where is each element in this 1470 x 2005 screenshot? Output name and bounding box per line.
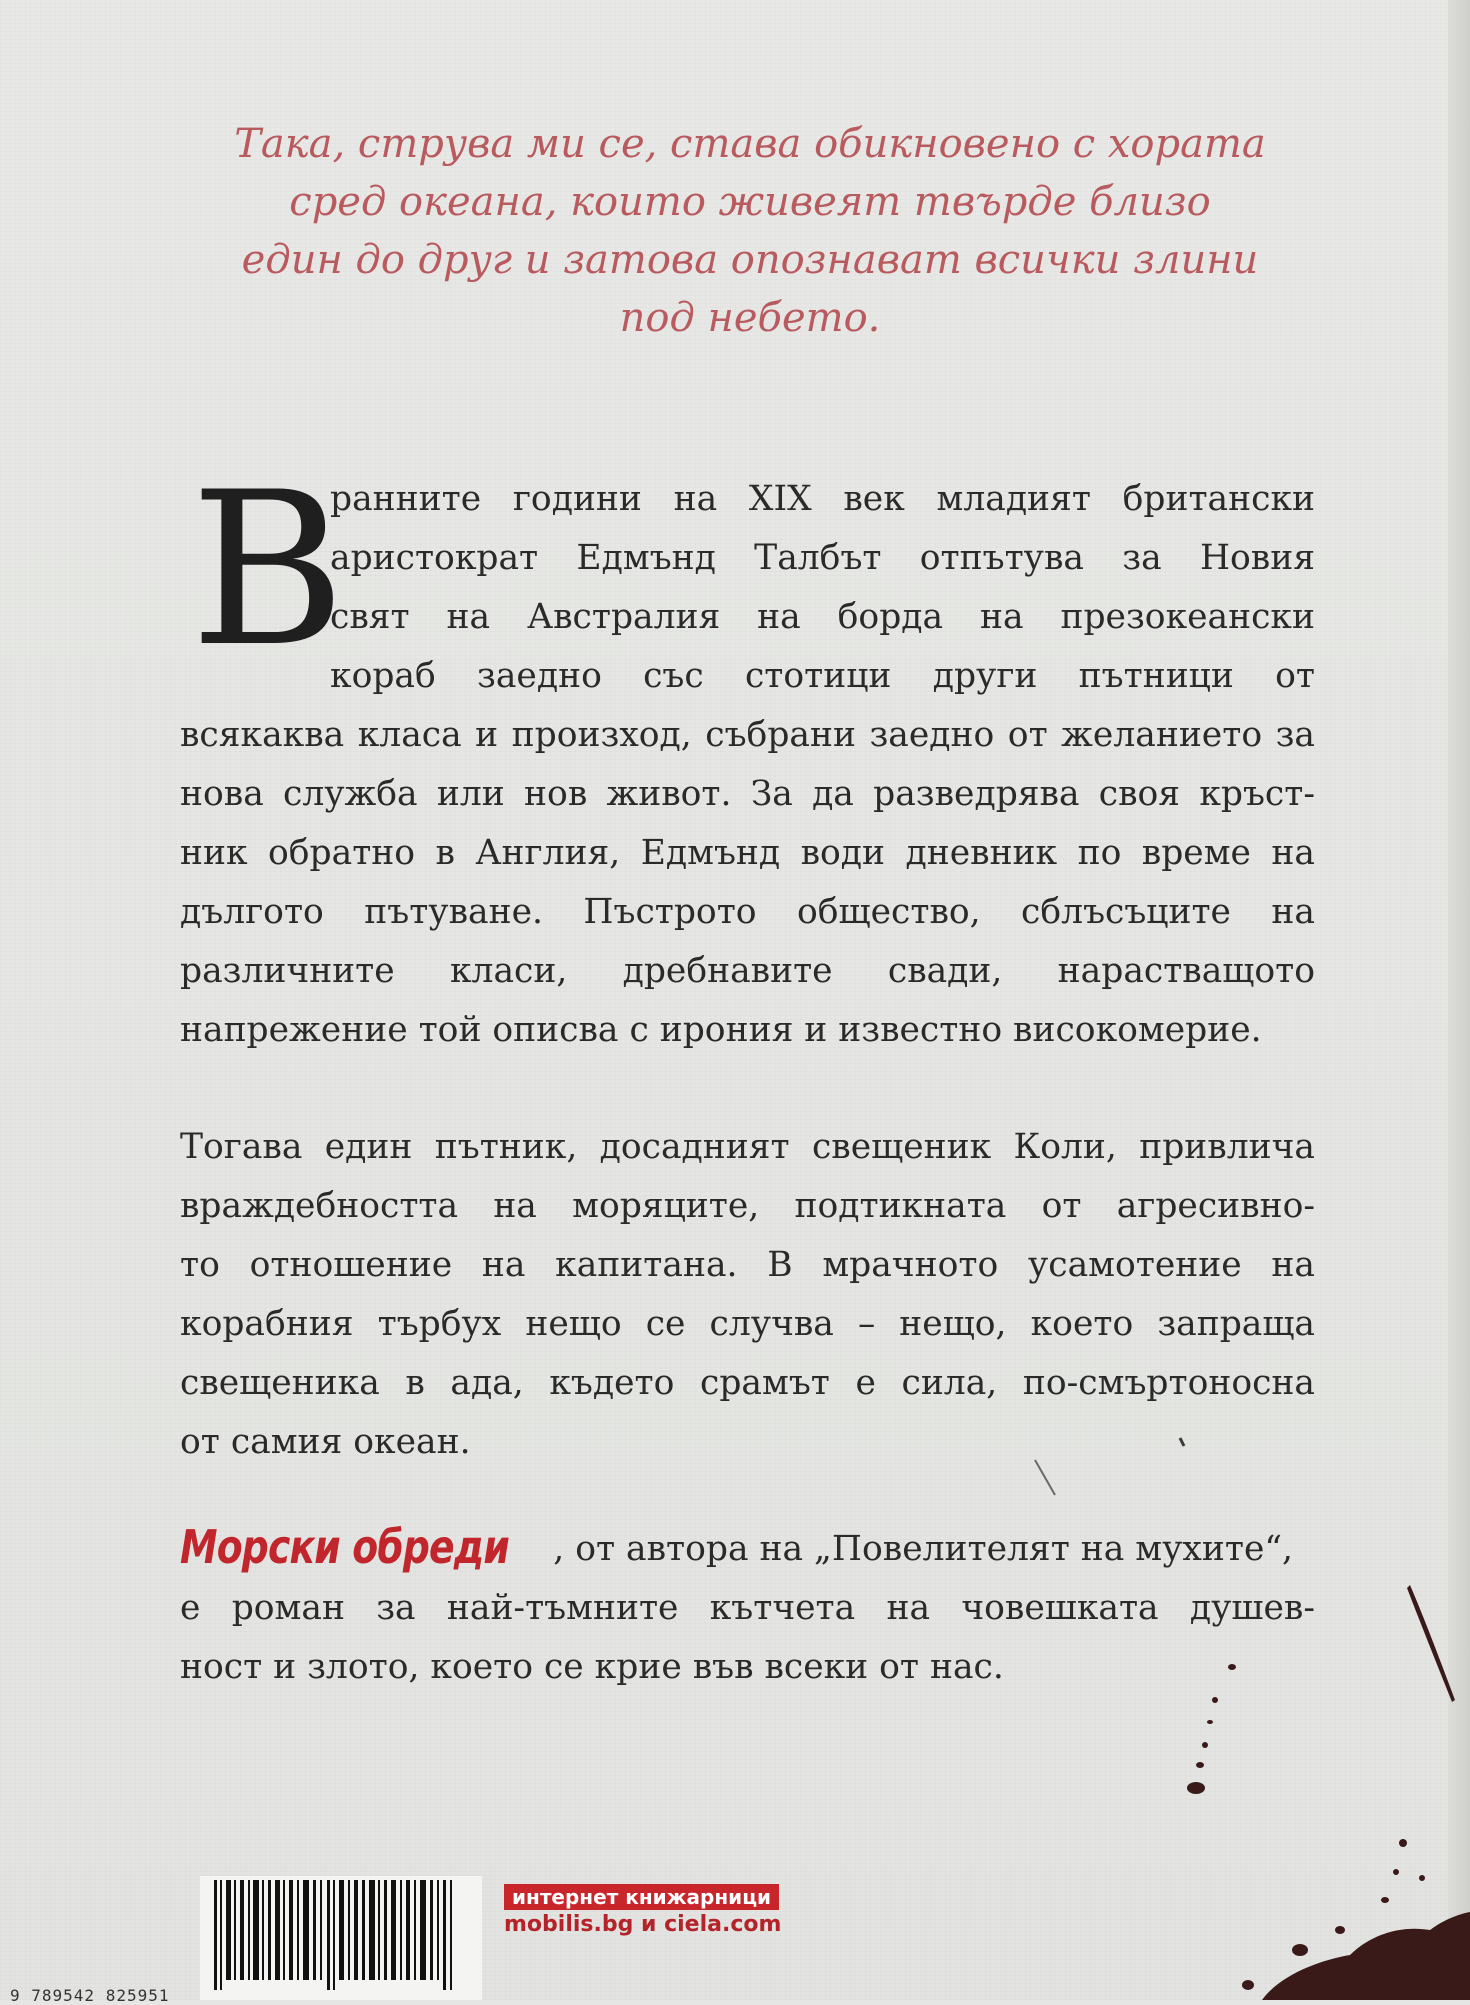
- epigraph-line: Така, струва ми се, става обикновено с хората: [234, 121, 1266, 167]
- text-line: ност и злото, което се крие във всеки от нас.: [180, 1647, 1004, 1687]
- text-line: враждебността на моряците, подтикната от агресивно-: [180, 1186, 1315, 1226]
- text-line: ранните години на XIX век младият британски: [330, 479, 1315, 519]
- text-line: свещеника в ада, където срамът е сила, по-смъртоносна: [180, 1363, 1315, 1403]
- text-line: от самия океан.: [180, 1422, 471, 1462]
- bookstore-websites: mobilis.bg и ciela.com: [504, 1912, 782, 1937]
- text-line: нова служба или нов живот. За да разведрява своя кръст-: [180, 774, 1315, 814]
- text-line: ник обратно в Англия, Едмънд води дневник по време на: [180, 833, 1315, 873]
- text-line: всякаква класа и произход, събрани заедно от желанието за: [180, 715, 1315, 755]
- text-line: кораб заедно със стотици други пътници от: [330, 656, 1315, 696]
- text-line: е роман за най-тъмните кътчета на човешката душев-: [180, 1588, 1315, 1628]
- book-title-logo: Морски обреди: [180, 1520, 510, 1574]
- text-line: напрежение той описва с ирония и известно високомерие.: [180, 1010, 1262, 1050]
- text-line: Тогава един пътник, досадният свещеник Коли, привлича: [180, 1127, 1315, 1167]
- text-line: свят на Австралия на борда на презокеански: [330, 597, 1315, 637]
- online-bookstores-badge: интернет книжарници: [504, 1884, 779, 1910]
- text-line: то отношение на капитана. В мрачното усамотение на: [180, 1245, 1315, 1285]
- epigraph-line: сред океана, които живеят твърде близо: [289, 179, 1211, 225]
- text-line: корабния търбух нещо се случва – нещо, което запраща: [180, 1304, 1315, 1344]
- text-line: дългото пътуване. Пъстрото общество, сблъсъците на: [180, 892, 1315, 932]
- text-line: аристократ Едмънд Талбът отпътува за Новия: [330, 538, 1315, 578]
- drop-cap: В: [190, 446, 346, 693]
- barcode-number: 9 789542 825951: [10, 1986, 170, 2005]
- epigraph-line: под небето.: [619, 295, 881, 341]
- text-fragment: , от автора на „Повелителят на мухите“,: [553, 1529, 1293, 1569]
- text-line: различните класи, дребнавите свади, нарастващото: [180, 951, 1315, 991]
- epigraph-line: един до друг и затова опознават всички злини: [241, 237, 1259, 283]
